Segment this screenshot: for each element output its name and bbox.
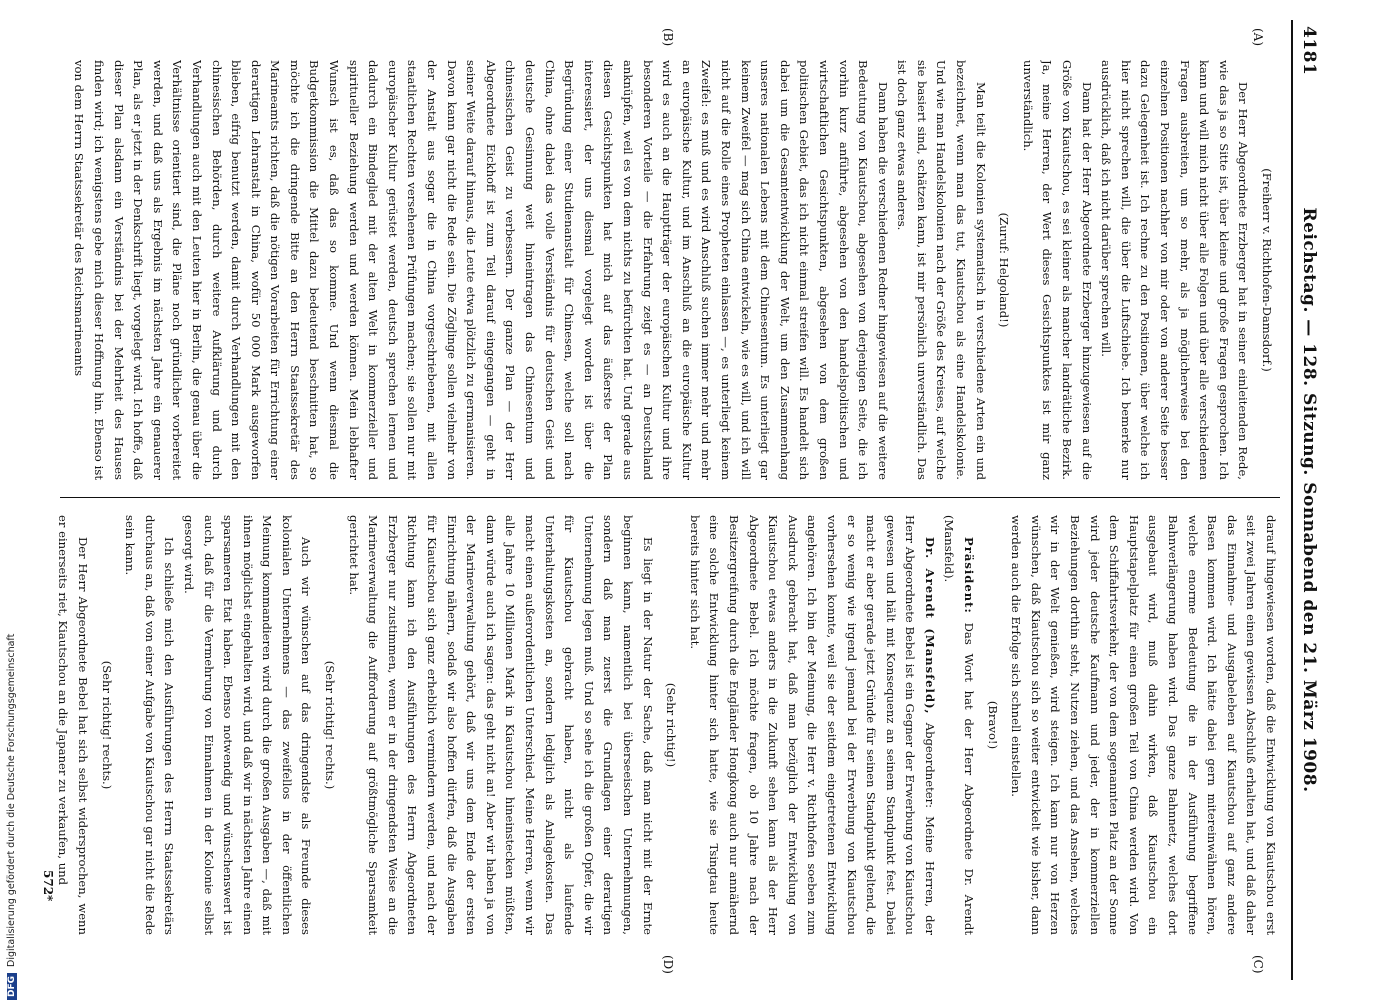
margin-letter-a: (A): [1251, 28, 1265, 47]
speaker-name: (Freiherr v. Richthofen-Damsdorf.): [1260, 168, 1274, 372]
interjection: (Bravo!): [985, 700, 1000, 750]
paragraph: Dann haben die verschiedenen Redner hingewiesen auf die weitere Bedeutung von Kiautschou, abgesehen von derjenigen Seite, die ich vorhin kurz anführte, abgesehen von den handelspolitischen und wirtschaftlichen Gesichtspunkten, abgesehen von dem großen politischen Gebiet, das ich nicht einmal streifen will. Es handelt sich dabei um die Gesamtentwicklung der Welt, um den Zusammenhang unseres nationalen Lebens mit dem Chinesentum. Es unterliegt gar keinem Zweifel — mag sich China entwickeln, wie es will, und ich will nicht auf die Rolle eines Propheten einlassen —, es unterliegt keinem Zweifel: es muß und es wird Anschluß suchen immer mehr und mehr an europäische Kultur, und im Anschluß an die europäische Kultur wird es auch an die Hauptträger der europäischen Kultur und ihre besonderen Vorteile — die Erfahrung zeigt es — an Deutschland anknüpfen, weil es von dem nichts zu befürchten hat. Und gerade aus diesen Gesichtspunkten hat mich auf das äußerste der Plan interessiert, der uns diesmal vorgelegt worden ist über die Begründung einer Studienanstalt für Chinesen, welche soll nach China, ohne dabei das volle Verständnis für deutschen Geist und deutsche Gesinnung weit hineintragen das Chinesentum und chinesischen Geist zu verbessern. Der ganze Plan — der Herr Abgeordnete Eickhoff ist zum Teil darauf eingegangen — geht in seiner Weite darauf hinaus, die Leute etwa plötzlich zu germanisieren. Davon kann gar nicht die Rede sein. Die Zöglinge sollen vielmehr von der Anstalt aus sogar die in China vorgeschriebenen, mit allen staatlichen Rechten versehenen Prüfungen machen; sie sollen nur mit europäischer Kultur gerüstet werden, deutsch sprechen lernen und dadurch ein Bindeglied mit der alten Welt in kommerzieller und spiritueller Beziehung werden und werden können. Mein lebhafter Wunsch ist es, daß das so komme. Und wenn diesmal die Budgetkommission die Mittel dazu bedeutend beschnitten hat, so möchte ich die dringende Bitte an den Herrn Staatssekretär des Marineamts richten, daß die nötigen Vorarbeiten für Errichtung einer derartigen Lehranstalt in China, wofür 50 000 Mark ausgeworfen blieben, eifrig benutzt werden, damit durch Verhandlungen mit den chinesischen Behörden, durch weitere Aufklärung und durch Verhandlungen auch mit den Leuten hier in Berlin, die genau über die Verhältnisse orientiert sind, die Pläne noch gründlicher vorbereitet werden, und daß uns als Ergebnis im nächsten Jahre ein genauerer Plan, als er jetzt in der Denkschrift liegt, vorgelegt wird. Ich hoffe, daß dieser Plan alsdann ein Verständnis bei der Mehrheit des Hauses finden wird; ich wenigstens gebe mich dieser Hoffnung hin. Ebenso ist von dem Herrn Staatssekretär des Reichsmarineamts: [72, 60, 890, 480]
dfg-logo: DFG: [7, 973, 17, 1000]
margin-letter-b: (B): [661, 28, 675, 47]
sheet-number: 572*: [41, 870, 55, 902]
margin-letter-d: (D): [661, 955, 675, 974]
right-column: [55, 515, 1280, 935]
paragraph: Es liegt in der Natur der Sache, daß man nicht mit der Ernte beginnen kann, namentlich bei überseeischen Unternehmungen, sondern daß man zuerst die Grundlagen einer derartigen Unternehmung legen muß. Und so sehe ich die großen Opfer, die wir für Kiautschou gebracht haben, nicht als laufende Unterhaltungskosten an, sondern lediglich als Anlagekosten. Das macht einen außerordentlichen Unterschied. Meine Herren, wenn wir alle Jahre 10 Millionen Mark in Kiautschou hineinstecken müßten, dann würde auch ich sagen: das geht nicht an! Aber wir haben ja von der Marineverwaltung gehört, daß wir uns dem Ende der ersten Einrichtung nähern, sodaß wir also hoffen dürfen, daß die Ausgaben für Kiautschou sich ganz erheblich vermindern werden, und nach der Richtung kann ich den Ausführungen des Herrn Abgeordneten Erzberger nur zustimmen, wenn er in der dringendsten Weise an die Marineverwaltung die Aufforderung auf größtmögliche Sparsamkeit gerichtet hat.: [346, 515, 655, 935]
interjection: (Sehr richtig! rechts.): [323, 660, 338, 790]
paragraph-text: Das Wort hat der Herr Abgeordnete Dr. Arendt (Mansfeld).: [942, 515, 977, 935]
rotated-page: [35, 0, 1335, 1000]
left-column: [55, 60, 1280, 480]
header-title: Reichstag. — 128. Sitzung. Sonnabend den 21. März 1908.: [1299, 207, 1319, 793]
president-statement: [939, 515, 978, 935]
paragraph: Man teilt die Kolonien systematisch in verschiedene Arten ein und bezeichnet, wenn man das tut, Kiautschou als eine Handelskolonie. Und wie man Handelskolonien nach der Größe des Kreises, auf welche sie basiert sind, schätzen kann, ist mir persönlich unverständlich. Das ist doch ganz etwas anderes.: [895, 60, 988, 480]
paragraph: Auch wir wünschen auf das dringendste als Freunde dieses kolonialen Unternehmens — das zweifellos in der öffentlichen Meinung kommandieren wird durch die großen Ausgaben —, daß mit ihnen möglichst eingehalten wird, und daß wir in nächsten Jahre einen sparsameren Etat haben. Ebenso notwendig und wünschenswert ist auch, daß für die Vermehrung von Einnahmen in der Kolonie selbst gesorgt wird.: [181, 515, 314, 935]
page-header: [1291, 20, 1323, 980]
header-page-number: 4181: [1299, 26, 1319, 76]
speaker-label: Dr. Arendt (Mansfeld),: [922, 537, 937, 715]
column-divider: [60, 497, 1280, 498]
digitization-note: [6, 0, 22, 1000]
digitization-note-text: [6, 10, 17, 1000]
margin-letter-c: (C): [1251, 955, 1265, 974]
speaker-statement: [684, 515, 939, 935]
paragraph-text: Abgeordneter: Meine Herren, der Herr Abgeordnete Bebel ist ein Gegner der Erwerbung von Kiautschou gewesen und hält mit Konsequenz an seinem Standpunkt fest. Dabei macht er aber gerade jetzt Gründe für seinen Standpunkt geltend, die er so wenig wie irgend jemand bei der Erwerbung von Kiautschou vorhersehen konnte, weil sie der seitdem eingetretenen Entwicklung angehören. Ich bin der Meinung, die Herr v. Richthofen soeben zum Ausdruck gebracht hat, daß man bezüglich der Entwicklung von Kiautschou etwas anders in die Zukunft sehen kann als der Herr Abgeordnete Bebel. Ich möchte fragen, ob 10 Jahre nach der Besitzergreifung durch die Engländer Hongkong auch nur annähernd eine solche Entwicklung hinter sich hatte, wie sie Tsingtau heute bereits hinter sich hat.: [687, 515, 937, 935]
paragraph: darauf hingewiesen worden, daß die Entwicklung von Kiautschou erst seit zwei Jahren einen gewissen Abschluß erhalten hat, und daß daher das Einnahme- und Ausgabeleben auf Kiautschou auf ganz andere Basen kommen wird. Ich hätte dabei gern mitereinwähnen hören, welche enorme Bedeutung die in der Ausführung begriffene Bahnverlängerung haben wird. Das ganze Bahnnetz, welches dort ausgebaut wird, muß dahin wirken, daß Kiautschou ein Hauptstapelplatz für einen großen Teil von China werden wird. Von dem Schiffahrtsverkehr, der von dem sogenannten Platz an der Sonne wird jeder deutsche Kaufmann und jeder, der in kommerziellen Beziehungen dorthin steht, Nutzen ziehen, und das Ansehen, welches wir in der Welt genießen, wird steigen. Ich kann nur von Herzen wünschen, daß Kiautschou sich so weiter entwickelt wie bisher, dann werden auch die Erfolge sich schnell einstellen.: [1009, 515, 1278, 935]
speaker-label: Präsident:: [962, 537, 977, 614]
interjection: (Sehr richtig!): [664, 682, 679, 768]
funding-text: Digitalisierung gefördert durch die Deutsche Forschungsgemeinschaft: [6, 633, 17, 967]
interjection: (Sehr richtig! rechts.): [99, 660, 114, 790]
paragraph: Dann hat der Herr Abgeordnete Erzberger hinzugewiesen auf die Größe von Kiautschou, es sei kleiner als mancher landrätliche Bezirk. Ja, meine Herren, der Wert dieses Gesichtspunktes ist mir ganz unverständlich.: [1020, 60, 1094, 480]
paragraph: Der Herr Abgeordnete Erzberger hat in seiner einleitenden Rede, wie das ja so Sitte ist, über kleine und große Fragen gesprochen. Ich kann und will mich nicht über alle Folgen und über alle verschiedenen Fragen ausbreiten, um so mehr, als ja möglicherweise bei den einzelnen Positionen nachher von mir oder von anderer Seite besser dazu Gelegenheit ist. Ich rechne zu den Positionen, über welche ich hier nicht sprechen will, die über die Luftschiebe. Ich bemerke nur ausdrücklich, daß ich nicht darüber sprechen will.: [1099, 60, 1251, 480]
interjection: (Zuruf: Helgoland!): [997, 212, 1012, 328]
paragraph: Der Herr Abgeordnete Bebel hat sich selbst widersprochen, wenn er einerseits riet, Kiautschou an die Japaner zu verkaufen, und: [56, 515, 90, 935]
paragraph: Ich schließe mich den Ausführungen des Herrn Staatssekretärs durchaus an, daß von einer Aufgabe von Kiautschou gar nicht die Rede sein kann.: [123, 515, 177, 935]
